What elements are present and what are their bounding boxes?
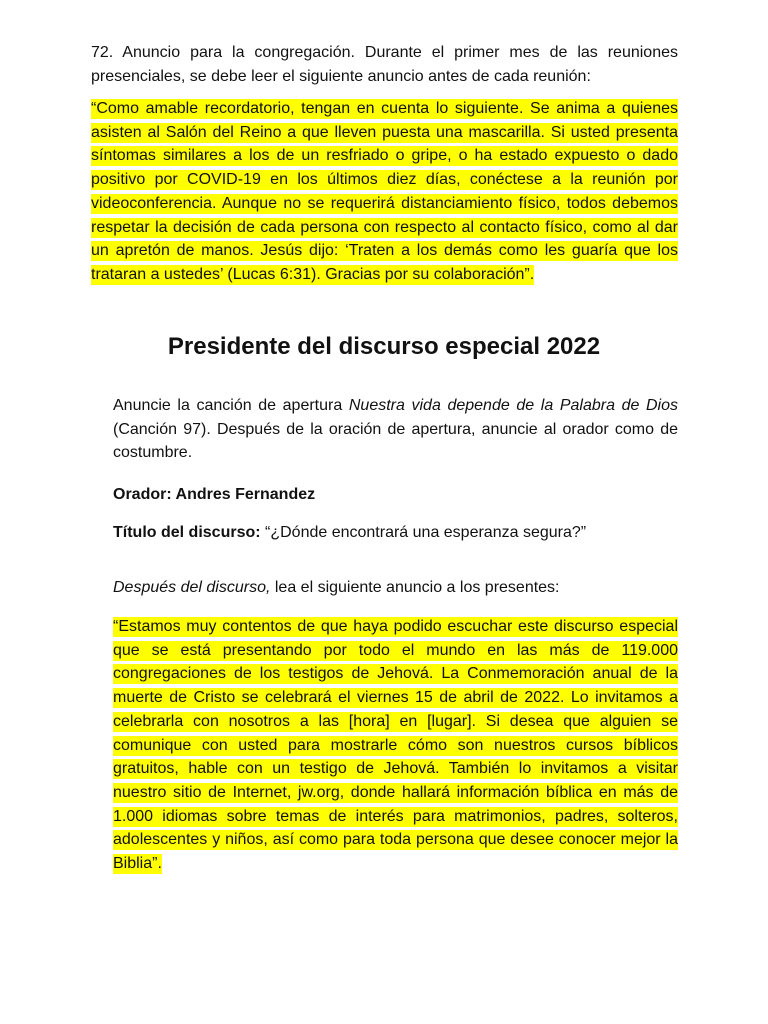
speaker-line: [113, 483, 678, 507]
congregation-announcement-quote: [91, 97, 678, 287]
highlighted-quote-text: “Como amable recordatorio, tengan en cuenta lo siguiente. Se anima a quienes asisten al Salón del Reino a que lleven puesta una mascarilla. Si usted presenta síntomas similares a los de un resfriado o gripe, o ha estado expuesto o dado positivo por COVID-19 en los últimos diez días, conéctese a la reunión por videoconferencia. Aunque no se requerirá distanciamiento físico, todos debemos respetar la decisión de cada persona con respecto al contacto físico, como al dar un apretón de manos. Jesús dijo: ‘Traten a los demás como les guaría que los trataran a ustedes’ (Lucas 6:31). Gracias por su colaboración”.: [91, 100, 678, 283]
speaker-label: Orador: Andres Fernandez: [113, 486, 316, 503]
opening-lead: Anuncie la canción de apertura: [113, 397, 349, 414]
talk-title-text: “¿Dónde encontrará una esperanza segura?”: [260, 524, 587, 541]
opening-instructions: [113, 394, 678, 465]
memorial-announcement-quote: [113, 615, 678, 876]
highlighted-quote-text: “Estamos muy contentos de que haya podido escuchar este discurso especial que se está presentando por todo el mundo en las más de 119.000 congregaciones de los testigos de Jehová. La Conmemoración anual de la muerte de Cristo se celebrará el viernes 15 de abril de 2022. Lo invitamos a celebrarla con nosotros a las [hora] en [lugar]. Si desea que alguien se comunique con usted para mostrarle cómo son nuestros cursos bíblicos gratuitos, hable con un testigo de Jehová. También lo invitamos a visitar nuestro sitio de Internet, jw.org, donde hallará información bíblica en más de 1.000 idiomas sobre temas de interés para matrimonios, padres, solteros, adolescentes y niños, así como para toda persona que desee conocer mejor la Biblia”.: [113, 618, 678, 873]
after-talk-rest: lea el siguiente anuncio a los presentes:: [270, 579, 560, 596]
opening-song-title: Nuestra vida depende de la Palabra de Dios: [348, 397, 678, 414]
opening-rest: (Canción 97). Después de la oración de apertura, anuncie al orador como de costumbre.: [113, 420, 678, 462]
intro-text: 72. Anuncio para la congregación. Durante el primer mes de las reuniones presenciales, se debe leer el siguiente anuncio antes de cada reunión:: [91, 44, 678, 85]
section-title: Presidente del discurso especial 2022: [167, 333, 601, 360]
intro-paragraph: [91, 41, 678, 88]
talk-title-line: [113, 521, 678, 545]
after-talk-instruction: [113, 576, 678, 600]
talk-title-label: Título del discurso:: [113, 524, 261, 541]
after-talk-italic: Después del discurso,: [113, 579, 271, 596]
